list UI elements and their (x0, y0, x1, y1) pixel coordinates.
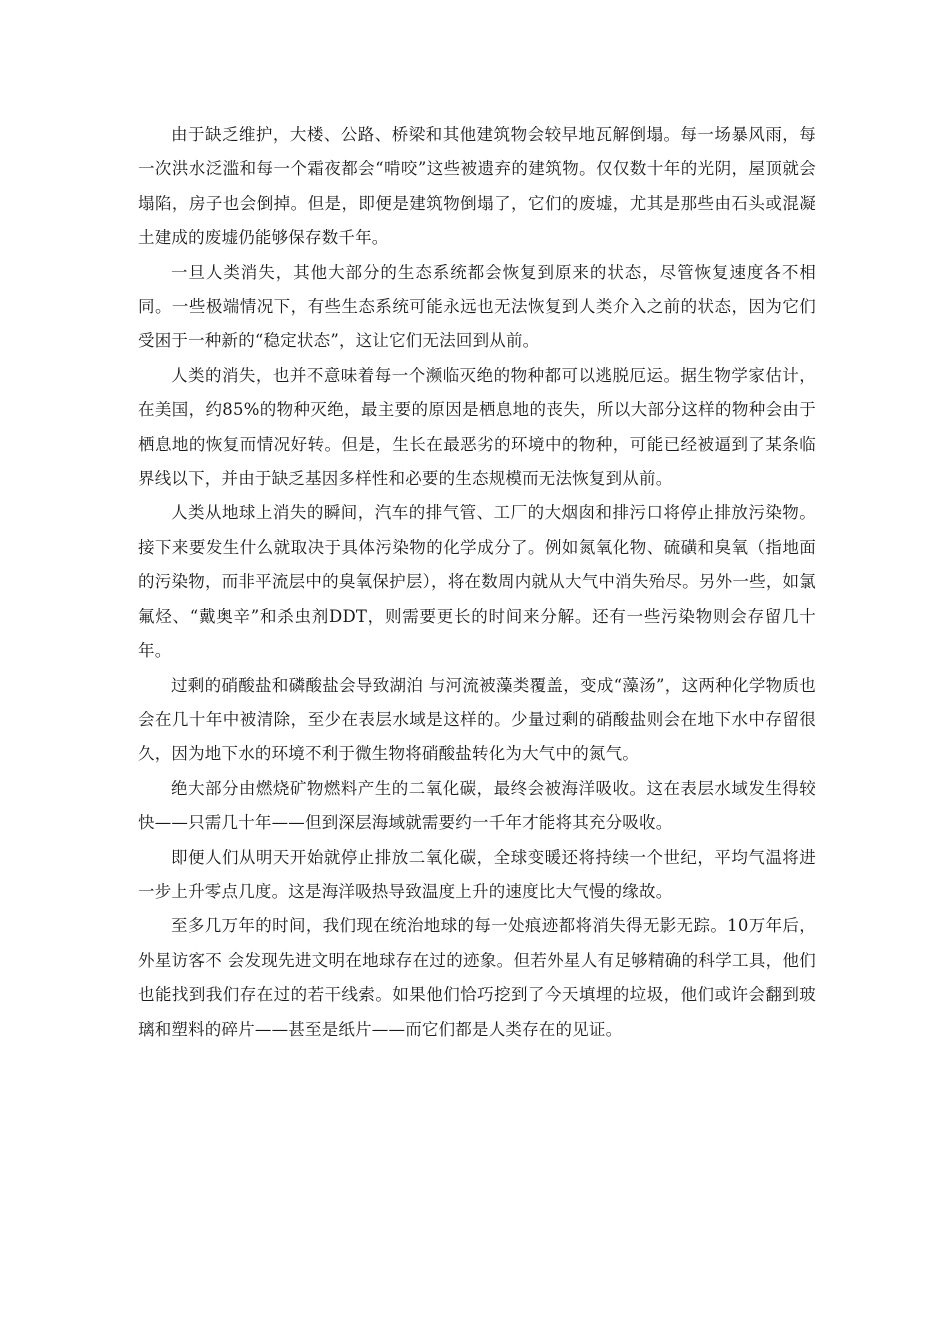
paragraph-5: 过剩的硝酸盐和磷酸盐会导致湖泊 与河流被藻类覆盖，变成“藻汤”，这两种化学物质也会在几十年中被清除，至少在表层水域是这样的。少量过剩的硝酸盐则会在地下水中存留很久，因为地下水的环境不利于微生物将硝酸盐转化为大气中的氮气。 (138, 675, 816, 764)
paragraph-7: 即便人们从明天开始就停止排放二氧化碳，全球变暖还将持续一个世纪，平均气温将进一步上升零点几度。这是海洋吸热导致温度上升的速度比大气慢的缘故。 (138, 847, 816, 901)
paragraph-8: 至多几万年的时间，我们现在统治地球的每一处痕迹都将消失得无影无踪。10万年后，外星访客不 会发现先进文明在地球存在过的迹象。但若外星人有足够精确的科学工具，他们也能找到我们存在过的若干线索。如果他们恰巧挖到了今天填埋的垃圾，他们或许会翻到玻璃和塑料的碎片——甚至是纸片——而它们都是人类存在的见证。 (138, 916, 816, 1039)
paragraph-2: 一旦人类消失，其他大部分的生态系统都会恢复到原来的状态，尽管恢复速度各不相同。一些极端情况下，有些生态系统可能永远也无法恢复到人类介入之前的状态，因为它们受困于一种新的“稳定状态”，这让它们无法回到从前。 (138, 262, 816, 351)
paragraph-6: 绝大部分由燃烧矿物燃料产生的二氧化碳，最终会被海洋吸收。这在表层水域发生得较快——只需几十年——但到深层海域就需要约一千年才能将其充分吸收。 (138, 778, 816, 833)
paragraph-4: 人类从地球上消失的瞬间，汽车的排气管、工厂的大烟囱和排污口将停止排放污染物。接下来要发生什么就取决于具体污染物的化学成分了。例如氮氧化物、硫磺和臭氧（指地面的污染物，而非平流层中的臭氧保护层），将在数周内就从大气中消失殆尽。另外一些，如氯氟烃、“戴奥辛”和杀虫剂DDT，则需要更长的时间来分解。还有一些污染物则会存留几十年。 (138, 503, 816, 661)
paragraph-1: 由于缺乏维护，大楼、公路、桥梁和其他建筑物会较早地瓦解倒塌。每一场暴风雨，每一次洪水泛滥和每一个霜夜都会“啃咬”这些被遗弃的建筑物。仅仅数十年的光阴，屋顶就会塌陷，房子也会倒掉。但是，即便是建筑物倒塌了，它们的废墟，尤其是那些由石头或混凝土建成的废墟仍能够保存数千年。 (138, 125, 816, 248)
paragraph-3: 人类的消失，也并不意味着每一个濒临灭绝的物种都可以逃脱厄运。据生物学家估计，在美国，约85%的物种灭绝，最主要的原因是栖息地的丧失，所以大部分这样的物种会由于栖息地的恢复而情况好转。但是，生长在最恶劣的环境中的物种，可能已经被逼到了某条临界线以下，并由于缺乏基因多样性和必要的生态规模而无法恢复到从前。 (138, 365, 816, 489)
document-page (138, 118, 816, 1047)
